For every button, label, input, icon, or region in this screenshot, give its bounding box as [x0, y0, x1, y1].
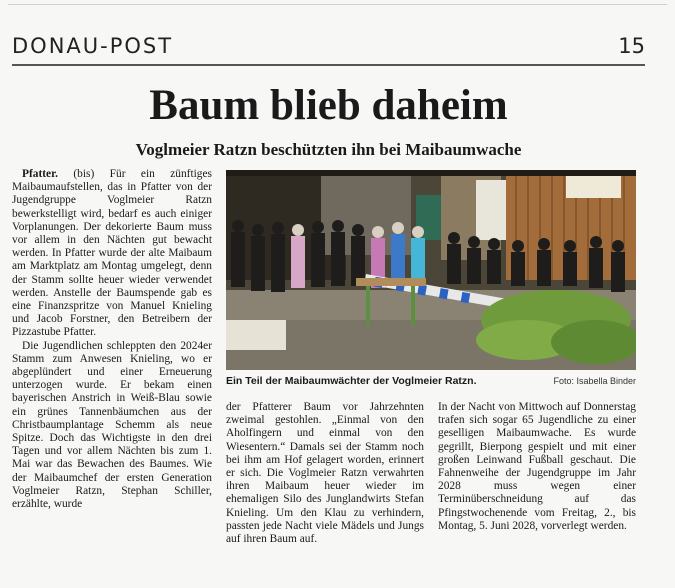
dateline: Pfatter. [22, 168, 58, 180]
page-header [12, 32, 645, 60]
photo-credit: Foto: Isabella Binder [553, 376, 636, 386]
paragraph-4: In der Nacht von Mittwoch auf Donnerstag trafen sich sogar 65 Jugendliche zu einer geselligen Maibaumwache. Es wurde gegrillt, Bierpong gespielt und mit einer großen Leinwand Fußball geschaut. Die Fahnenweihe der Jugendgruppe im Jahr 2028 muss wegen einer Terminüberschneidung auf das Pfingstwochenende vom Freitag, 2., bis Montag, 5. Juni 2028, vorverlegt werden. [438, 401, 636, 532]
paragraph-1 [12, 168, 212, 340]
top-border [8, 4, 667, 5]
article-column-1 [12, 168, 212, 511]
article-photo [226, 170, 636, 370]
page-number: 15 [618, 34, 645, 58]
newspaper-name: DONAU-POST [12, 34, 174, 58]
article-column-2 [226, 401, 424, 546]
paragraph-2: Die Jugendlichen schleppten den 2024er Stamm zum Anwesen Knieling, wo er abgeplündert und einer Erneuerung unterzogen wurde. Er bekam einen bayerischen Anstrich in Weiß-Blau sowie ein grünes Tannenbäumchen aus der Christbaumplantage Schemm als neue Spitze. Doch das Wichtigste in den drei Tagen und vor allem Nächten bis zum 1. Mai war das Bewachen des Baumes. Wie der Maibaumchef der ersten Generation Voglmeier Ratzn, Stephan Schiller, erzählte, wurde [12, 339, 212, 511]
header-rule [12, 64, 645, 66]
paragraph-3: der Pfatterer Baum vor Jahrzehnten zweimal gestohlen. „Einmal von den Aholfingern und einmal von den Wiesentern.“ Damals sei der Stamm noch bei ihm am Hof gelagert worden, erinnert er sich. Die Voglmeier Ratzn verwahrten ihren Maibaum heuer wieder im ehemaligen Silo des Junglandwirts Stefan Knieling. Um den Klau zu verhindern, passten jede Nacht viele Mädels und Jungs auf ihren Baum auf. [226, 401, 424, 546]
photo-illustration [226, 170, 636, 370]
photo-caption-bar [226, 375, 636, 389]
photo-caption: Ein Teil der Maibaumwächter der Voglmeier Ratzn. [226, 375, 477, 387]
paragraph-1-text: (bis) Für ein zünftiges Maibaumaufstellen, das in Pfatter von der Jugendgruppe Voglmeier Ratzn bewerkstelligt wird, bedarf es auch einiger Vorplanungen. Der dekorierte Baum muss vor allem in den Nächten gut bewacht werden. In Pfatter wurde der alte Maibaum am Marktplatz am Montag umgelegt, denn der Stamm sollte heuer wieder verwendet werden. Anstelle der Baumspende gab es eine Finanzspritze von Manuel Knieling und Jacob Forstner, den Betreibern der Pizzastube Pfatter. [12, 168, 212, 339]
article-headline: Baum blieb daheim [149, 82, 508, 129]
article-column-3 [438, 401, 636, 533]
article-subheadline: Voglmeier Ratzn beschützten ihn bei Maibaumwache [135, 140, 522, 159]
